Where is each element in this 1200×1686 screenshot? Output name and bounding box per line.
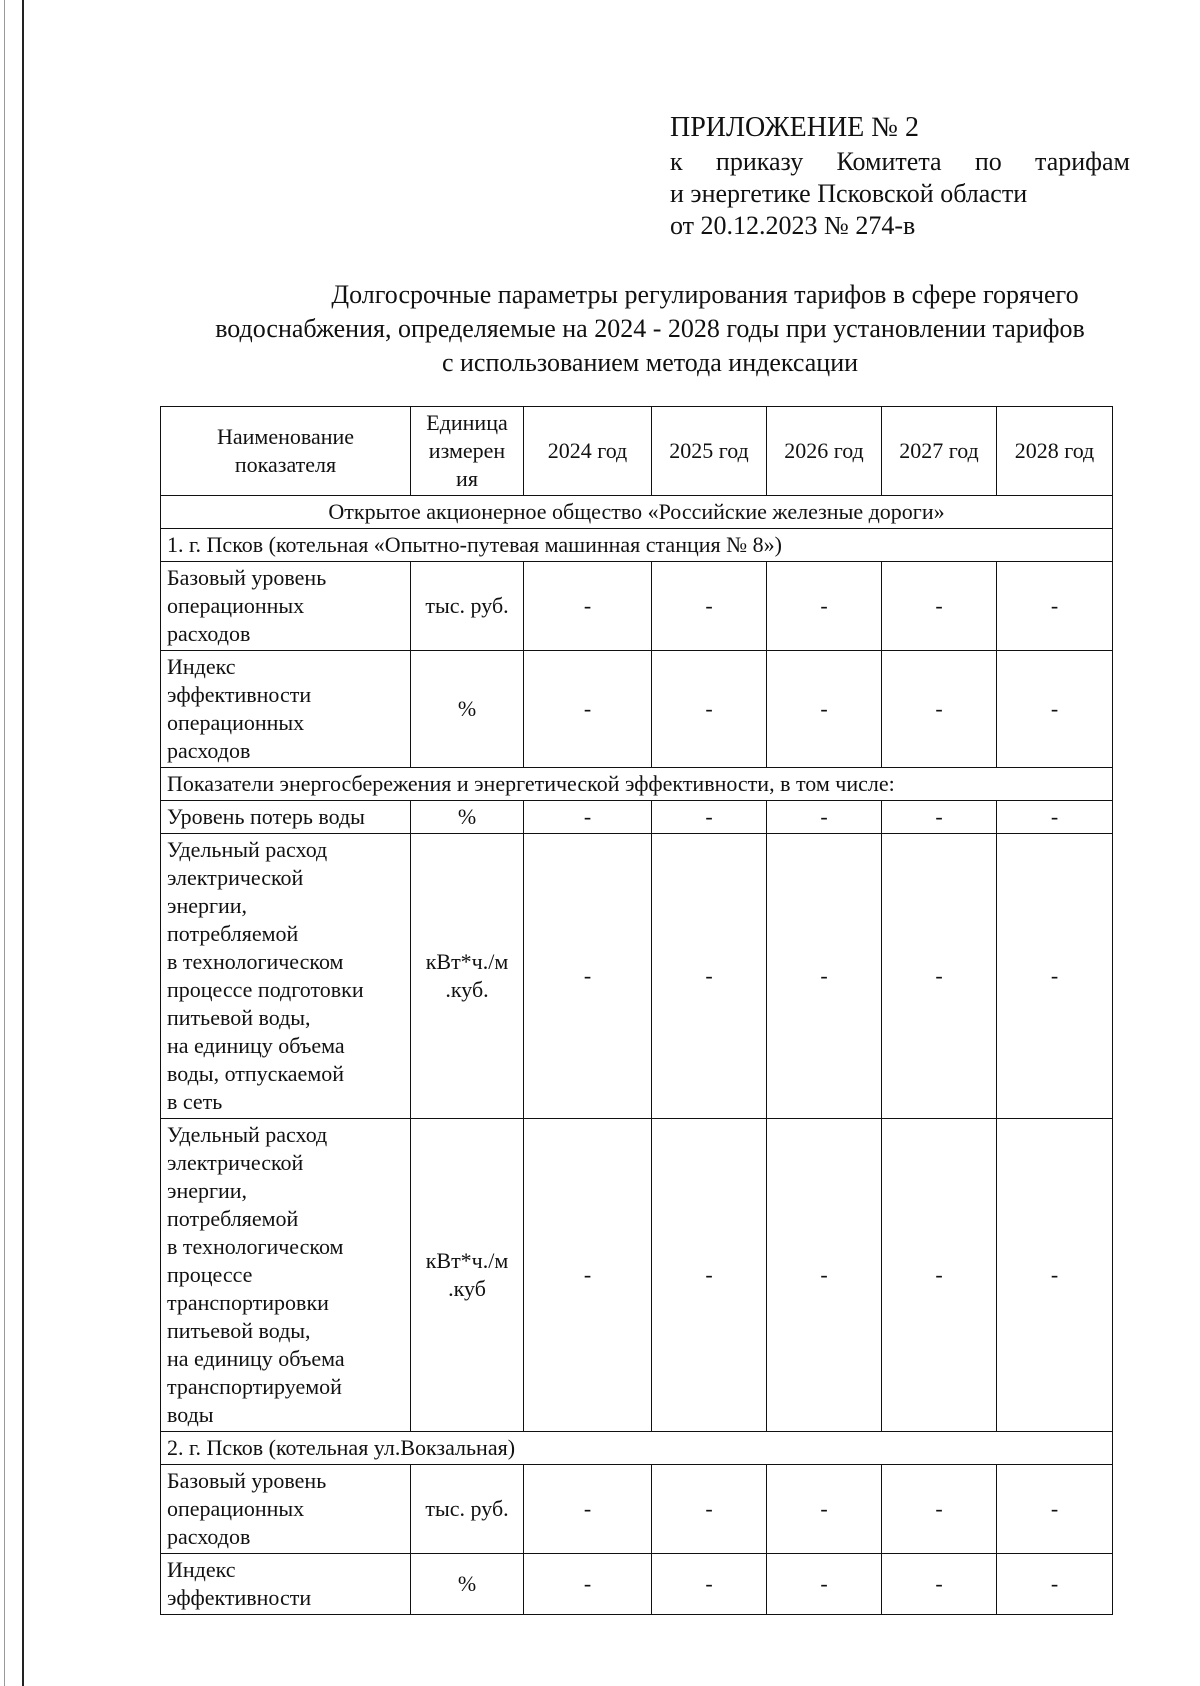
value-2028: - xyxy=(997,1465,1113,1554)
table-row xyxy=(161,562,1113,651)
row-name: Базовый уровень операционных расходов xyxy=(161,1465,411,1554)
value-2027: - xyxy=(882,651,997,768)
row-name: Базовый уровень операционных расходов xyxy=(161,562,411,651)
header-indicator-name: Наименование показателя xyxy=(161,407,411,496)
row-unit: тыс. руб. xyxy=(411,562,524,651)
value-2024: - xyxy=(524,651,652,768)
table-row xyxy=(161,1119,1113,1432)
value-2026: - xyxy=(767,651,882,768)
row-name: Индекс эффективности операционных расходов xyxy=(161,651,411,768)
value-2027: - xyxy=(882,1119,997,1432)
value-2028: - xyxy=(997,651,1113,768)
value-2026: - xyxy=(767,834,882,1119)
header-year-2025: 2025 год xyxy=(652,407,767,496)
value-2024: - xyxy=(524,1465,652,1554)
section-row xyxy=(161,529,1113,562)
row-name: Уровень потерь воды xyxy=(161,801,411,834)
row-name: Удельный расход электрической энергии, потребляемой в технологическом процессе подготовки питьевой воды, на единицу объема воды, отпускаемой в сеть xyxy=(161,834,411,1119)
value-2027: - xyxy=(882,1554,997,1615)
appendix-line-2: и энергетике Псковской области xyxy=(670,179,1028,208)
table-row xyxy=(161,834,1113,1119)
header-unit: Единица измерен ия xyxy=(411,407,524,496)
value-2028: - xyxy=(997,562,1113,651)
appendix-line-3: от 20.12.2023 № 274-в xyxy=(670,211,916,240)
value-2025: - xyxy=(652,651,767,768)
row-unit: % xyxy=(411,651,524,768)
value-2024: - xyxy=(524,1554,652,1615)
value-2028: - xyxy=(997,834,1113,1119)
row-unit: % xyxy=(411,1554,524,1615)
value-2024: - xyxy=(524,1119,652,1432)
page-scan-edge xyxy=(22,0,24,1686)
value-2026: - xyxy=(767,1119,882,1432)
value-2028: - xyxy=(997,1119,1113,1432)
value-2027: - xyxy=(882,801,997,834)
table-row xyxy=(161,651,1113,768)
organization-row xyxy=(161,496,1113,529)
value-2025: - xyxy=(652,1554,767,1615)
table-row xyxy=(161,1554,1113,1615)
energy-indicators-heading: Показатели энергосбережения и энергетической эффективности, в том числе: xyxy=(161,768,1113,801)
value-2024: - xyxy=(524,834,652,1119)
appendix-title: ПРИЛОЖЕНИЕ № 2 xyxy=(670,112,919,143)
value-2025: - xyxy=(652,834,767,1119)
document-title-line-3: с использованием метода индексации xyxy=(441,348,859,377)
row-unit: кВт*ч./м .куб. xyxy=(411,834,524,1119)
value-2028: - xyxy=(997,801,1113,834)
value-2026: - xyxy=(767,801,882,834)
value-2027: - xyxy=(882,562,997,651)
value-2025: - xyxy=(652,1465,767,1554)
value-2024: - xyxy=(524,801,652,834)
document-title xyxy=(160,278,1140,380)
header-year-2028: 2028 год xyxy=(997,407,1113,496)
section-row xyxy=(161,768,1113,801)
header-year-2026: 2026 год xyxy=(767,407,882,496)
value-2026: - xyxy=(767,562,882,651)
header-year-2027: 2027 год xyxy=(882,407,997,496)
value-2026: - xyxy=(767,1554,882,1615)
section-2-title: 2. г. Псков (котельная ул.Вокзальная) xyxy=(161,1432,1113,1465)
value-2025: - xyxy=(652,1119,767,1432)
appendix-line-1: к приказу Комитета по тарифам xyxy=(670,147,1130,176)
row-name: Индекс эффективности xyxy=(161,1554,411,1615)
value-2028: - xyxy=(997,1554,1113,1615)
section-1-title: 1. г. Псков (котельная «Опытно-путевая машинная станция № 8») xyxy=(161,529,1113,562)
header-year-2024: 2024 год xyxy=(524,407,652,496)
value-2026: - xyxy=(767,1465,882,1554)
value-2027: - xyxy=(882,1465,997,1554)
value-2025: - xyxy=(652,562,767,651)
value-2027: - xyxy=(882,834,997,1119)
organization-name: Открытое акционерное общество «Российские железные дороги» xyxy=(161,496,1113,529)
parameters-table xyxy=(160,406,1113,1615)
table-row xyxy=(161,1465,1113,1554)
value-2025: - xyxy=(652,801,767,834)
value-2024: - xyxy=(524,562,652,651)
table-row xyxy=(161,801,1113,834)
table-header-row xyxy=(161,407,1113,496)
section-row xyxy=(161,1432,1113,1465)
document-title-line-1: Долгосрочные параметры регулирования тарифов в сфере горячего xyxy=(331,280,1079,309)
appendix-block xyxy=(670,112,1130,242)
page-scan-edge-thin xyxy=(4,0,5,1686)
row-unit: % xyxy=(411,801,524,834)
row-name: Удельный расход электрической энергии, потребляемой в технологическом процессе транспортировки питьевой воды, на единицу объема транспортируемой воды xyxy=(161,1119,411,1432)
document-title-line-2: водоснабжения, определяемые на 2024 - 2028 годы при установлении тарифов xyxy=(215,314,1085,343)
row-unit: тыс. руб. xyxy=(411,1465,524,1554)
row-unit: кВт*ч./м .куб xyxy=(411,1119,524,1432)
